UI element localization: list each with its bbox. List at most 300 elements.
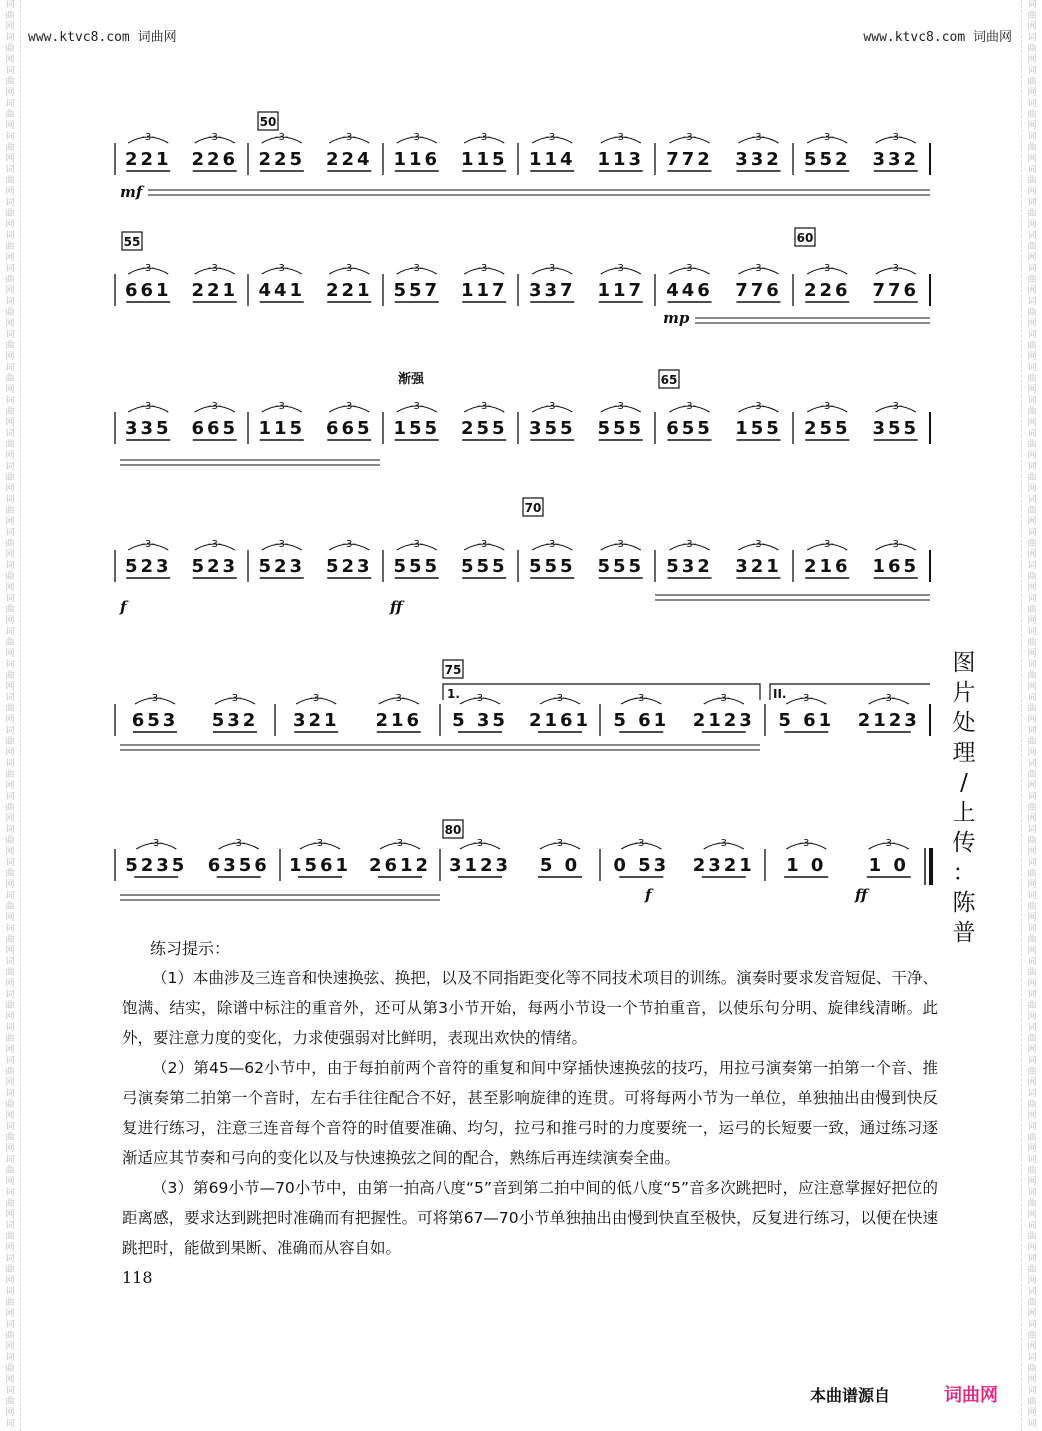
- watermark-char: 词: [5, 1089, 15, 1099]
- triplet-mark: -3-: [149, 838, 164, 849]
- watermark-char: 词: [1027, 1023, 1037, 1033]
- credit-char: 理: [952, 740, 976, 766]
- note-paragraph: （2）第45—62小节中，由于每拍前两个音符的重复和间中穿插快速换弦的技巧，用拉弓演奏第一拍第一个音、推弓演奏第二拍第一个音时，左右手往往配合不好，甚至影响旋律的连贯。可将每两小节为一单位，单独抽出由慢到快反复进行练习，注意三连音每个音符的时值要准确、均匀，拉弓和推弓时的力度要统一，运弓的长短要一致，通过练习逐渐适应其节奏和弓向的变化以及与快速换弦之间的配合，熟练后再连续演奏全曲。: [122, 1059, 938, 1167]
- watermark-char: 词: [1027, 165, 1037, 175]
- watermark-char: 网: [5, 1177, 15, 1187]
- watermark-char: 网: [1027, 1243, 1037, 1253]
- watermark-char: 曲: [1027, 209, 1037, 219]
- watermark-char: 曲: [1027, 935, 1037, 945]
- watermark-char: 词: [5, 1155, 15, 1165]
- watermark-char: 词: [1027, 429, 1037, 439]
- note-group: 255: [803, 418, 851, 439]
- watermark-char: 词: [5, 825, 15, 835]
- note-group: 555: [393, 556, 441, 577]
- watermark-char: 词: [5, 297, 15, 307]
- watermark-char: 词: [5, 594, 15, 604]
- triplet-mark: -3-: [881, 693, 896, 704]
- watermark-char: 曲: [1027, 176, 1037, 186]
- watermark-char: 曲: [1027, 737, 1037, 747]
- note-group: 555: [528, 556, 576, 577]
- note-group: 1 0: [786, 855, 827, 876]
- watermark-char: 曲: [5, 1265, 15, 1275]
- note-group: 117: [597, 280, 645, 301]
- page-number: 118: [122, 1268, 153, 1287]
- watermark-char: 曲: [1027, 1397, 1037, 1407]
- triplet-mark: -3-: [799, 838, 814, 849]
- watermark-char: 词: [5, 1221, 15, 1231]
- watermark-char: 曲: [1027, 341, 1037, 351]
- watermark-char: 词: [5, 957, 15, 967]
- watermark-char: 网: [1027, 1309, 1037, 1319]
- credit-char: 处: [952, 710, 976, 736]
- watermark-char: 曲: [5, 704, 15, 714]
- watermark-char: 网: [1027, 253, 1037, 263]
- watermark-char: 词: [1027, 1287, 1037, 1297]
- watermark-char: 网: [1027, 154, 1037, 164]
- watermark-char: 曲: [5, 1298, 15, 1308]
- watermark-char: 曲: [5, 242, 15, 252]
- watermark-char: 网: [5, 121, 15, 131]
- watermark-char: 词: [5, 165, 15, 175]
- triplet-mark: -3-: [342, 263, 357, 274]
- triplet-mark: -3-: [820, 132, 835, 143]
- note-paragraph: （3）第69小节—70小节中，由第一拍高八度“5”音到第二拍中间的低八度“5”音多次跳把时，应注意掌握好把位的距离感，要求达到跳把时准确而有把握性。可将第67—70小节单独抽出由慢到快直至极快，反复进行练习，以便在快速跳把时，能做到果断、准确而从容自如。: [122, 1179, 938, 1257]
- note-group: 5 35: [452, 710, 508, 731]
- watermark-char: 曲: [5, 44, 15, 54]
- triplet-mark: -3-: [553, 693, 567, 704]
- note-group: 216: [375, 710, 423, 731]
- watermark-char: 网: [5, 1144, 15, 1154]
- watermark-right: www.ktvc8.com 词曲网: [863, 30, 1012, 45]
- note-group: 2161: [528, 710, 592, 731]
- watermark-char: 曲: [5, 176, 15, 186]
- watermark-char: 曲: [1027, 1100, 1037, 1110]
- watermark-char: 词: [5, 759, 15, 769]
- watermark-char: 词: [5, 792, 15, 802]
- watermark-char: 词: [1027, 660, 1037, 670]
- watermark-char: 词: [1027, 297, 1037, 307]
- note-group: 6356: [207, 855, 270, 876]
- watermark-char: 网: [5, 847, 15, 857]
- watermark-char: 曲: [1027, 704, 1037, 714]
- triplet-mark: -3-: [207, 539, 222, 550]
- watermark-char: 词: [1027, 1122, 1037, 1132]
- triplet-mark: -3-: [477, 539, 492, 550]
- note-group: 117: [460, 280, 508, 301]
- watermark-char: 曲: [1027, 671, 1037, 681]
- measure-number: 75: [444, 663, 462, 677]
- triplet-mark: -3-: [274, 132, 289, 143]
- triplet-mark: -3-: [141, 132, 156, 143]
- watermark-char: 词: [1027, 33, 1037, 43]
- note-group: 2321: [692, 855, 755, 876]
- watermark-char: 网: [1027, 748, 1037, 758]
- triplet-mark: -3-: [545, 539, 560, 550]
- watermark-char: 网: [1027, 1144, 1037, 1154]
- note-group: 5235: [125, 855, 188, 876]
- watermark-char: 词: [1027, 363, 1037, 373]
- watermark-char: 词: [5, 462, 15, 472]
- watermark-char: 曲: [1027, 1232, 1037, 1242]
- note-group: 221: [191, 280, 239, 301]
- watermark-char: 曲: [5, 374, 15, 384]
- watermark-char: 曲: [1027, 902, 1037, 912]
- credit-char: 图: [952, 650, 976, 676]
- watermark-char: 曲: [1027, 1133, 1037, 1143]
- watermark-char: 网: [1027, 1210, 1037, 1220]
- watermark-char: 网: [5, 913, 15, 923]
- watermark-char: 词: [5, 1320, 15, 1330]
- watermark-char: 网: [5, 55, 15, 65]
- watermark-char: 曲: [1027, 308, 1037, 318]
- note-group: 115: [460, 149, 508, 170]
- watermark-char: 曲: [1027, 1331, 1037, 1341]
- watermark-char: 词: [5, 363, 15, 373]
- watermark-char: 曲: [5, 209, 15, 219]
- note-group: 335: [124, 418, 172, 439]
- watermark-char: 词: [5, 66, 15, 76]
- watermark-char: 词: [1027, 1386, 1037, 1396]
- watermark-char: 词: [5, 660, 15, 670]
- triplet-mark: -3-: [274, 539, 289, 550]
- triplet-mark: -3-: [477, 263, 492, 274]
- watermark-char: 曲: [5, 902, 15, 912]
- measure-number: 65: [660, 373, 678, 387]
- watermark-char: 词: [1027, 132, 1037, 142]
- note-group: 332: [872, 149, 920, 170]
- triplet-mark: -3-: [682, 539, 697, 550]
- watermark-char: 词: [5, 726, 15, 736]
- watermark-char: 词: [5, 627, 15, 637]
- note-group: 226: [191, 149, 239, 170]
- watermark-char: 词: [1027, 759, 1037, 769]
- watermark-char: 词: [1027, 792, 1037, 802]
- note-group: 114: [528, 149, 576, 170]
- triplet-mark: -3-: [751, 132, 766, 143]
- watermark-char: 曲: [5, 1034, 15, 1044]
- watermark-char: 网: [5, 418, 15, 428]
- watermark-char: 词: [5, 495, 15, 505]
- note-group: 155: [393, 418, 441, 439]
- watermark-char: 词: [1027, 825, 1037, 835]
- triplet-mark: -3-: [342, 539, 357, 550]
- triplet-mark: -3-: [545, 263, 560, 274]
- watermark-char: 词: [5, 528, 15, 538]
- watermark-char: 曲: [1027, 638, 1037, 648]
- note-group: 665: [191, 418, 239, 439]
- note-group: 155: [735, 418, 782, 439]
- triplet-mark: -3-: [682, 401, 697, 412]
- watermark-char: 词: [5, 1023, 15, 1033]
- triplet-mark: -3-: [881, 838, 896, 849]
- volta-label: II.: [773, 687, 787, 701]
- note-group: 772: [666, 149, 713, 170]
- watermark-char: 词: [5, 1386, 15, 1396]
- watermark-char: 网: [1027, 1375, 1037, 1385]
- watermark-char: 词: [1027, 528, 1037, 538]
- watermark-char: 词: [1027, 1056, 1037, 1066]
- note-group: 116: [393, 149, 441, 170]
- watermark-char: 曲: [1027, 440, 1037, 450]
- note-group: 226: [803, 280, 851, 301]
- watermark-char: 词: [5, 0, 15, 10]
- watermark-char: 网: [5, 946, 15, 956]
- note-group: 115: [258, 418, 306, 439]
- watermark-char: 曲: [5, 1133, 15, 1143]
- watermark-char: 网: [1027, 550, 1037, 560]
- watermark-char: 词: [1027, 396, 1037, 406]
- credit-char: 陈: [952, 890, 976, 916]
- measure-number: 55: [123, 235, 141, 249]
- note-group: 2612: [368, 855, 432, 876]
- triplet-mark: -3-: [751, 539, 766, 550]
- triplet-mark: -3-: [888, 401, 903, 412]
- watermark-char: 词: [5, 99, 15, 109]
- watermark-char: 曲: [5, 539, 15, 549]
- note-group: 555: [597, 556, 645, 577]
- watermark-char: 网: [5, 484, 15, 494]
- watermark-char: 曲: [5, 770, 15, 780]
- watermark-char: 网: [5, 880, 15, 890]
- watermark-char: 曲: [1027, 539, 1037, 549]
- watermark-char: 词: [5, 1188, 15, 1198]
- note-group: 3123: [448, 855, 512, 876]
- note-group: 661: [124, 280, 172, 301]
- triplet-mark: -3-: [473, 693, 487, 704]
- watermark-char: 曲: [5, 308, 15, 318]
- triplet-mark: -3-: [473, 838, 487, 849]
- triplet-mark: -3-: [820, 401, 835, 412]
- watermark-char: 词: [1027, 1155, 1037, 1165]
- watermark-char: 词: [1027, 462, 1037, 472]
- watermark-char: 网: [5, 1342, 15, 1352]
- watermark-char: 词: [5, 1122, 15, 1132]
- watermark-char: 曲: [5, 110, 15, 120]
- dynamic-mark: f: [645, 886, 652, 904]
- watermark-char: 曲: [1027, 869, 1037, 879]
- watermark-char: 词: [5, 924, 15, 934]
- triplet-mark: -3-: [545, 401, 560, 412]
- watermark-char: 网: [5, 781, 15, 791]
- note-group: 0 53: [613, 855, 670, 876]
- watermark-char: 曲: [5, 605, 15, 615]
- watermark-char: 词: [1027, 957, 1037, 967]
- note-group: 1561: [288, 855, 352, 876]
- triplet-mark: -3-: [716, 838, 731, 849]
- watermark-char: 网: [5, 451, 15, 461]
- watermark-char: 网: [5, 1210, 15, 1220]
- watermark-char: 网: [5, 748, 15, 758]
- note-group: 523: [325, 556, 373, 577]
- watermark-char: 词: [1027, 330, 1037, 340]
- triplet-mark: -3-: [820, 263, 835, 274]
- credit-char: 片: [952, 680, 976, 706]
- watermark-char: 词: [5, 561, 15, 571]
- triplet-mark: -3-: [409, 539, 424, 550]
- watermark-char: 词: [1027, 924, 1037, 934]
- triplet-mark: -3-: [716, 693, 731, 704]
- note-group: 776: [735, 280, 782, 301]
- watermark-char: 网: [5, 1078, 15, 1088]
- watermark-char: 网: [1027, 88, 1037, 98]
- watermark-char: 曲: [5, 803, 15, 813]
- watermark-char: 网: [5, 1309, 15, 1319]
- watermark-char: 网: [1027, 1111, 1037, 1121]
- credit-char: /: [960, 770, 968, 796]
- watermark-char: 词: [5, 1419, 15, 1429]
- watermark-char: 词: [1027, 264, 1037, 274]
- note-group: 523: [258, 556, 306, 577]
- watermark-char: 词: [5, 198, 15, 208]
- watermark-char: 词: [5, 1056, 15, 1066]
- triplet-mark: -3-: [888, 539, 903, 550]
- watermark-char: 词: [5, 231, 15, 241]
- watermark-char: 网: [5, 616, 15, 626]
- watermark-char: 曲: [1027, 803, 1037, 813]
- watermark-char: 网: [5, 253, 15, 263]
- measure-number: 80: [444, 823, 462, 837]
- watermark-char: 网: [1027, 484, 1037, 494]
- watermark-char: 词: [1027, 594, 1037, 604]
- note-group: 224: [325, 149, 373, 170]
- watermark-char: 词: [1027, 1254, 1037, 1264]
- watermark-char: 词: [1027, 1419, 1037, 1429]
- note-group: 2123: [857, 710, 920, 731]
- watermark-char: 网: [5, 1408, 15, 1418]
- note-group: 321: [735, 556, 782, 577]
- watermark-char: 网: [5, 187, 15, 197]
- watermark-char: 曲: [5, 1166, 15, 1176]
- watermark-char: 网: [5, 715, 15, 725]
- triplet-mark: -3-: [342, 401, 357, 412]
- triplet-mark: -3-: [207, 263, 222, 274]
- watermark-char: 词: [5, 264, 15, 274]
- triplet-mark: -3-: [409, 132, 424, 143]
- watermark-char: 网: [5, 1243, 15, 1253]
- watermark-char: 曲: [1027, 110, 1037, 120]
- watermark-char: 词: [5, 1287, 15, 1297]
- watermark-char: 曲: [5, 836, 15, 846]
- watermark-char: 网: [1027, 319, 1037, 329]
- watermark-char: 网: [1027, 1408, 1037, 1418]
- watermark-char: 词: [5, 33, 15, 43]
- watermark-char: 曲: [5, 1331, 15, 1341]
- watermark-char: 曲: [1027, 605, 1037, 615]
- watermark-char: 网: [1027, 1045, 1037, 1055]
- watermark-char: 网: [1027, 1276, 1037, 1286]
- watermark-char: 曲: [5, 1100, 15, 1110]
- watermark-char: 词: [1027, 891, 1037, 901]
- watermark-char: 曲: [1027, 1001, 1037, 1011]
- watermark-char: 词: [1027, 66, 1037, 76]
- watermark-char: 网: [5, 88, 15, 98]
- watermark-char: 网: [5, 649, 15, 659]
- watermark-char: 网: [1027, 121, 1037, 131]
- watermark-char: 曲: [1027, 836, 1037, 846]
- watermark-char: 曲: [1027, 44, 1037, 54]
- watermark-char: 曲: [5, 572, 15, 582]
- credit-char: 普: [952, 920, 976, 946]
- watermark-char: 网: [1027, 22, 1037, 32]
- note-group: 523: [191, 556, 239, 577]
- crescendo-mark: 渐强: [398, 372, 425, 387]
- watermark-char: 曲: [1027, 473, 1037, 483]
- watermark-char: 词: [1027, 1221, 1037, 1231]
- watermark-char: 词: [1027, 231, 1037, 241]
- watermark-char: 曲: [1027, 143, 1037, 153]
- watermark-char: 词: [1027, 726, 1037, 736]
- watermark-char: 网: [5, 814, 15, 824]
- footer-site-link[interactable]: 词曲网: [944, 1385, 998, 1406]
- triplet-mark: -3-: [228, 693, 242, 704]
- watermark-char: 曲: [5, 407, 15, 417]
- triplet-mark: -3-: [477, 401, 492, 412]
- watermark-char: 词: [1027, 627, 1037, 637]
- watermark-char: 词: [1027, 693, 1037, 703]
- triplet-mark: -3-: [682, 263, 697, 274]
- watermark-char: 曲: [5, 935, 15, 945]
- note-group: 165: [872, 556, 920, 577]
- watermark-char: 曲: [1027, 374, 1037, 384]
- note-group: 2123: [692, 710, 755, 731]
- credit-char: ：: [952, 860, 976, 886]
- dynamic-mark: ff: [390, 598, 403, 616]
- triplet-mark: -3-: [613, 401, 628, 412]
- watermark-char: 网: [1027, 352, 1037, 362]
- triplet-mark: -3-: [141, 263, 156, 274]
- watermark-char: 网: [1027, 616, 1037, 626]
- watermark-char: 网: [1027, 979, 1037, 989]
- note-group: 113: [597, 149, 645, 170]
- watermark-char: 网: [1027, 814, 1037, 824]
- triplet-mark: -3-: [888, 263, 903, 274]
- watermark-char: 词: [1027, 1089, 1037, 1099]
- watermark-char: 曲: [5, 968, 15, 978]
- note-group: 446: [666, 280, 713, 301]
- triplet-mark: -3-: [545, 132, 560, 143]
- watermark-char: 词: [1027, 495, 1037, 505]
- triplet-mark: -3-: [888, 132, 903, 143]
- triplet-mark: -3-: [313, 838, 327, 849]
- watermark-char: 曲: [1027, 11, 1037, 21]
- triplet-mark: -3-: [393, 838, 407, 849]
- watermark-char: 网: [5, 154, 15, 164]
- watermark-char: 词: [1027, 858, 1037, 868]
- watermark-char: 网: [1027, 1078, 1037, 1088]
- watermark-left: www.ktvc8.com 词曲网: [28, 30, 177, 45]
- triplet-mark: -3-: [799, 693, 814, 704]
- triplet-mark: -3-: [207, 132, 222, 143]
- triplet-mark: -3-: [477, 132, 492, 143]
- watermark-char: 网: [5, 550, 15, 560]
- note-group: 557: [393, 280, 441, 301]
- watermark-char: 曲: [5, 1067, 15, 1077]
- watermark-char: 网: [5, 1111, 15, 1121]
- watermark-char: 网: [1027, 187, 1037, 197]
- watermark-char: 曲: [5, 11, 15, 21]
- watermark-char: 网: [5, 1375, 15, 1385]
- watermark-char: 网: [1027, 946, 1037, 956]
- dynamic-mark: ff: [855, 886, 868, 904]
- watermark-char: 网: [5, 583, 15, 593]
- watermark-char: 网: [1027, 682, 1037, 692]
- triplet-mark: -3-: [613, 263, 628, 274]
- watermark-char: 词: [5, 132, 15, 142]
- watermark-char: 曲: [5, 737, 15, 747]
- triplet-mark: -3-: [391, 693, 406, 704]
- triplet-mark: -3-: [409, 263, 424, 274]
- watermark-char: 网: [1027, 385, 1037, 395]
